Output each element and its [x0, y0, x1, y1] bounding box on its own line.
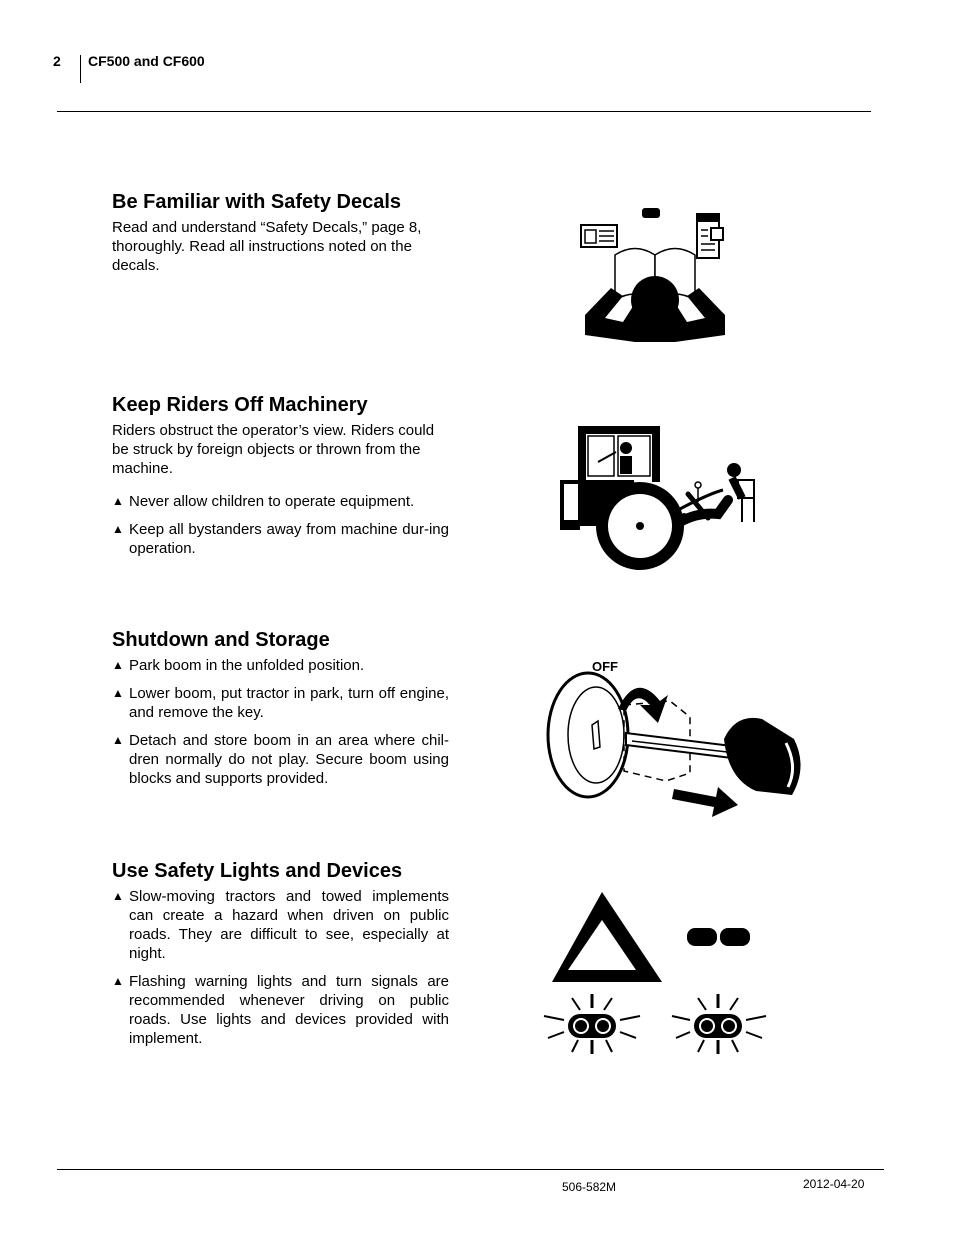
- section-heading: Use Safety Lights and Devices: [112, 860, 403, 882]
- triangle-bullet-icon: ▲: [112, 686, 124, 700]
- keyhole: [592, 721, 600, 749]
- manual-title: CF500 and CF600: [88, 53, 205, 69]
- section-keep-riders-off: [112, 393, 449, 567]
- page-number: 2: [53, 53, 61, 69]
- triangle-bullet-icon: ▲: [112, 974, 124, 988]
- rear-light-icon: [687, 928, 717, 946]
- list-item-text: Slow-moving tractors and towed implements can create a hazard when driven on public roads. They are difficult to see, especially at night.: [129, 888, 449, 962]
- header-rule: [57, 111, 871, 112]
- list-item: [112, 520, 449, 558]
- section-safety-lights: [112, 859, 449, 1057]
- decal-icon: [581, 225, 617, 247]
- footer-rule: [57, 1169, 884, 1170]
- decal-icon: [697, 214, 724, 258]
- key-blade: [626, 733, 740, 759]
- safety-lights-illustration: [540, 890, 790, 1060]
- list-item: [112, 887, 449, 963]
- list-item-text: Flashing warning lights and turn signals are recommended whenever driving on public roads. Use lights and devices provided with implement.: [129, 973, 449, 1047]
- pull-arrow-icon: [672, 787, 738, 817]
- reader-head: [631, 276, 679, 324]
- section-body: Riders obstruct the operator’s view. Riders could be struck by foreign objects or thrown from the machine.: [112, 422, 435, 477]
- tractor-rider-illustration: [558, 422, 763, 577]
- header-divider: [80, 55, 81, 83]
- list-item: [112, 972, 449, 1048]
- list-item: [112, 731, 449, 788]
- list-item-text: Keep all bystanders away from machine dur-ing operation.: [129, 521, 449, 557]
- key-off-label: OFF: [592, 659, 618, 674]
- bullet-list: [112, 887, 449, 1048]
- triangle-bullet-icon: ▲: [112, 733, 124, 747]
- triangle-bullet-icon: ▲: [112, 889, 124, 903]
- decal-icon: [642, 208, 660, 218]
- section-heading: Keep Riders Off Machinery: [112, 394, 368, 416]
- bullet-list: [112, 656, 449, 788]
- document-number: 506-582M: [562, 1180, 617, 1194]
- section-body: Read and understand “Safety Decals,” page 8, thoroughly. Read all instructions noted on the decals.: [112, 219, 422, 274]
- tractor-icon: [560, 426, 684, 570]
- flashing-light-icon: [672, 994, 766, 1054]
- rear-light-icon: [720, 928, 750, 946]
- ignition-key-illustration: [540, 655, 810, 820]
- list-item: [112, 492, 449, 511]
- reading-manual-illustration: [575, 200, 745, 350]
- list-item-text: Detach and store boom in an area where chil-dren normally do not play. Secure boom using blocks and supports provided.: [129, 732, 449, 787]
- triangle-bullet-icon: ▲: [112, 494, 124, 508]
- list-item: [112, 684, 449, 722]
- list-item-text: Park boom in the unfolded position.: [129, 657, 365, 674]
- flashing-light-icon: [544, 994, 640, 1054]
- rider-figure: [678, 463, 754, 530]
- triangle-bullet-icon: ▲: [112, 658, 124, 672]
- list-item-text: Lower boom, put tractor in park, turn off engine, and remove the key.: [129, 685, 449, 721]
- list-item: [112, 656, 449, 675]
- section-heading: Be Familiar with Safety Decals: [112, 191, 402, 213]
- section-heading: Shutdown and Storage: [112, 629, 330, 651]
- revision-date: 2012-04-20: [803, 1177, 865, 1191]
- bullet-list: [112, 492, 449, 558]
- section-safety-decals: [112, 190, 449, 289]
- triangle-bullet-icon: ▲: [112, 522, 124, 536]
- list-item-text: Never allow children to operate equipment.: [129, 493, 415, 510]
- section-shutdown-storage: [112, 628, 449, 797]
